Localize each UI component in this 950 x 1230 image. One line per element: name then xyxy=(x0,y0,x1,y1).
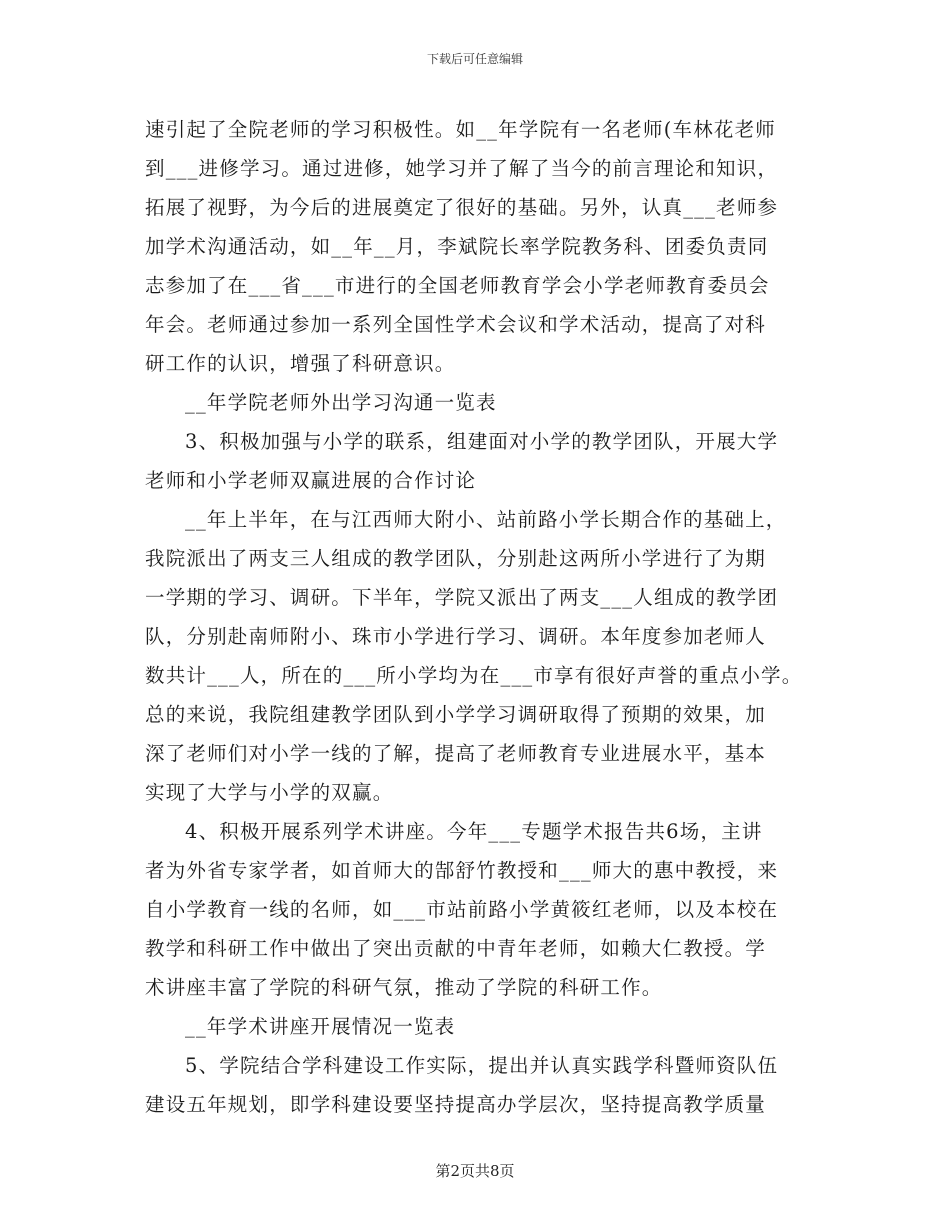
text-line: 者为外省专家学者，如首师大的郜舒竹教授和___师大的惠中教授，来 xyxy=(145,859,779,882)
text-line: 5、学院结合学科建设工作实际，提出并认真实践学科暨师资队伍 xyxy=(185,1054,779,1077)
text-line: __年学院老师外出学习沟通一览表 xyxy=(185,391,497,414)
text-line: 老师和小学老师双赢进展的合作讨论 xyxy=(145,469,477,492)
text-line: 4、积极开展系列学术讲座。今年___专题学术报告共6场，主讲 xyxy=(185,820,763,843)
text-line: 术讲座丰富了学院的科研气氛，推动了学院的科研工作。 xyxy=(145,976,663,999)
text-line: __年学术讲座开展情况一览表 xyxy=(185,1015,456,1038)
text-line: 年会。老师通过参加一系列全国性学术会议和学术活动，提高了对科 xyxy=(145,313,767,336)
text-line: 到___进修学习。通过进修，她学习并了解了当今的前言理论和知识， xyxy=(145,157,779,180)
text-line: __年上半年，在与江西师大附小、站前路小学长期合作的基础上， xyxy=(185,508,787,531)
text-line: 速引起了全院老师的学习积极性。如__年学院有一名老师(车林花老师 xyxy=(145,118,777,141)
text-line: 3、积极加强与小学的联系，组建面对小学的教学团队，开展大学 xyxy=(185,430,779,453)
page-number-footer: 第2页共8页 xyxy=(435,1162,515,1180)
text-line: 加学术沟通活动，如__年__月，李斌院长率学院教务科、团委负责同 xyxy=(145,235,769,258)
text-line: 实现了大学与小学的双赢。 xyxy=(145,781,394,804)
text-line: 志参加了在___省___市进行的全国老师教育学会小学老师教育委员会 xyxy=(145,274,770,297)
text-line: 拓展了视野，为今后的进展奠定了很好的基础。另外，认真___老师参 xyxy=(145,196,779,219)
text-line: 总的来说，我院组建教学团队到小学学习调研取得了预期的效果，加 xyxy=(145,703,767,726)
text-line: 研工作的认识，增强了科研意识。 xyxy=(145,352,456,375)
document-body xyxy=(145,110,825,1124)
text-line: 一学期的学习、调研。下半年，学院又派出了两支___人组成的教学团 xyxy=(145,586,779,609)
text-line: 教学和科研工作中做出了突出贡献的中青年老师，如赖大仁教授。学 xyxy=(145,937,767,960)
text-line: 自小学教育一线的名师，如___市站前路小学黄筱红老师，以及本校在 xyxy=(145,898,779,921)
page-header: 下载后可任意编辑 xyxy=(426,52,523,66)
text-line: 建设五年规划，即学科建设要坚持提高办学层次，坚持提高教学质量 xyxy=(145,1093,767,1116)
text-line: 队，分别赴南师附小、珠市小学进行学习、调研。本年度参加老师人 xyxy=(145,625,767,648)
text-line: 深了老师们对小学一线的了解，提高了老师教育专业进展水平，基本 xyxy=(145,742,767,765)
text-line: 我院派出了两支三人组成的教学团队，分别赴这两所小学进行了为期 xyxy=(145,547,767,570)
text-line: 数共计___人，所在的___所小学均为在___市享有很好声誉的重点小学。 xyxy=(145,664,803,687)
